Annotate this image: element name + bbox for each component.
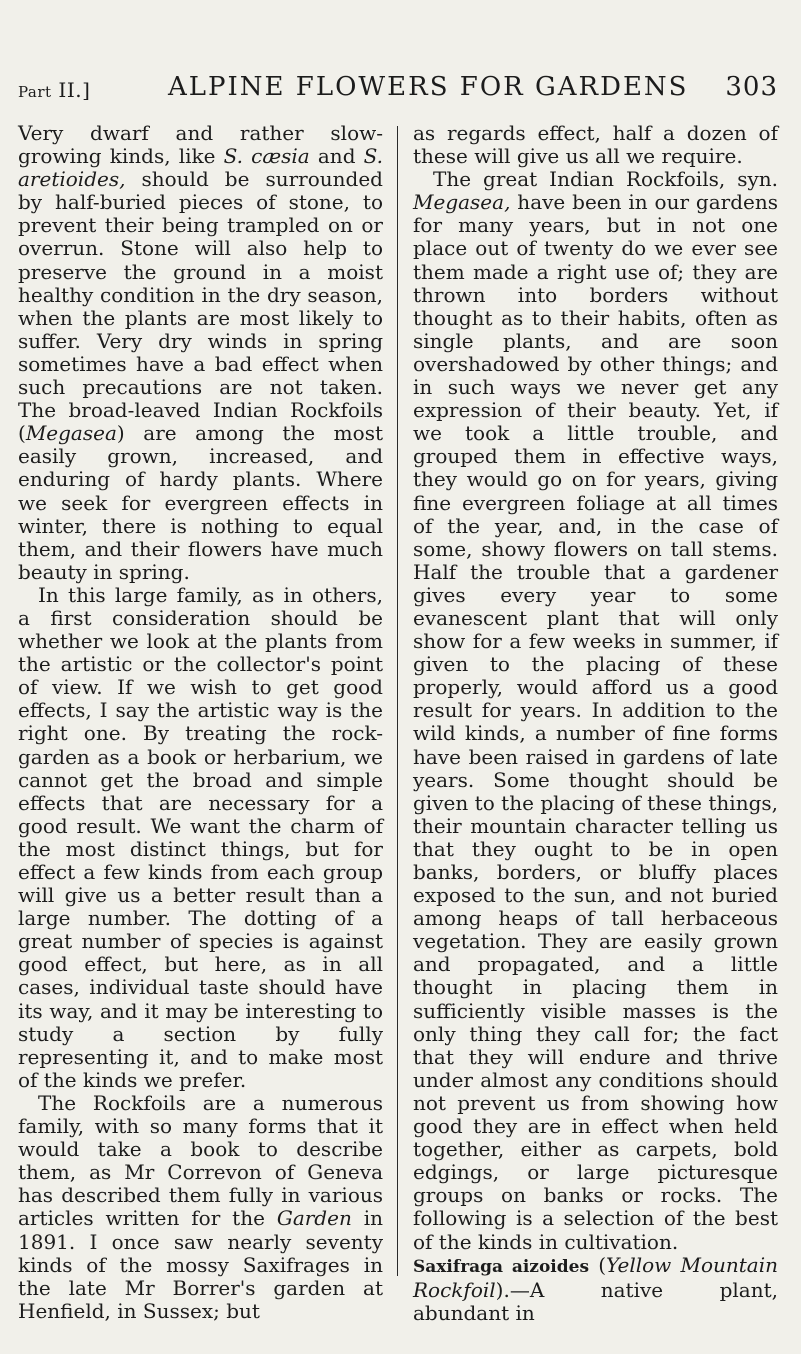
text-run: ) are among the most easily grown, increased, and enduring of hardy plants. Where we seek for evergreen effects in winter, there is nothing to equal them, and their flowers have much beauty in spring. (18, 421, 383, 584)
running-header (18, 70, 778, 110)
paragraph: In this large family, as in others, a first consideration should be whether we look at the plants from the artistic or the collector's point of view. If we wish to get good effects, I say the artistic way is the right one. By treating the rock-garden as a book or herbarium, we cannot get the broad and simple effects that are necessary for a good result. We want the charm of the most distinct things, but for effect a few kinds from each group will give us a better result than a large number. The dotting of a great number of species is against good effect, but here, as in all cases, individual taste should have its way, and it may be interesting to study a section by fully representing it, and to make most of the kinds we prefer. (18, 582, 383, 1092)
paragraph (18, 122, 383, 584)
running-title: ALPINE FLOWERS FOR GARDENS (168, 72, 689, 102)
part-label (18, 78, 90, 102)
part-number: II.] (58, 78, 91, 102)
italic-publication: Garden (276, 1206, 352, 1231)
italic-species: S. aretioides, (18, 144, 384, 192)
text-run: ).—A native plant, abundant in (413, 1277, 778, 1325)
paragraph (18, 1092, 383, 1323)
column-rule (397, 126, 398, 1276)
text-run: have been in our gardens for many years, but in not one place out of twenty do we ever see them made a right use of; they are thrown into borders without thought as to their habits, often as single plants, and are soon overshadowed by other things; and in such ways we never get any expression of their beauty. Yet, if we took a little trouble, and grouped them in effective ways, they would go on for years, giving fine evergreen foliage at all times of the year, and, in the case of some, showy flowers on tall stems. Half the trouble that a gardener gives every year to some evanescent plant that will only show for a few weeks in summer, if given to the placing of these properly, would afford us a good result for years. In addition to the wild kinds, a number of fine forms have been raised in gardens of late years. Some thought should be given to the placing of these things, their mountain character telling us that they ought to be in open banks, borders, or bluffy places exposed to the sun, and not buried among heaps of tall herbaceous vegetation. They are easily grown and propagated, and a little thought in placing them in sufficiently visible masses is the only thing they call for; the fact that they will endure and thrive under almost any conditions should not prevent us from showing how good they are in effect when held together, either as carpets, bold edgings, or large picturesque groups on banks or rocks. The following is a selection of the best of the kinds in cultivation. (413, 190, 778, 1254)
right-column (413, 122, 778, 1325)
italic-genus: Megasea (25, 421, 117, 446)
text-run: should be surrounded by half-buried pieces of stone, to prevent their being trampled on or overrun. Stone will also help to preserve the ground in a moist healthy condition in the dry season, when the plants are most likely to suffer. Very dry winds in spring sometimes have a bad effect when such precautions are not taken. The broad-leaved Indian Rockfoils ( (18, 167, 383, 446)
plant-entry (413, 1254, 778, 1325)
paragraph: as regards effect, half a dozen of these will give us all we require. (413, 121, 778, 169)
italic-species: S. cæsia (223, 144, 310, 169)
text-run: ( (589, 1252, 607, 1277)
text-run: Very dwarf and rather slow-growing kinds, like (18, 121, 383, 169)
italic-common-name: Yellow Mountain Rockfoil (413, 1252, 778, 1302)
left-column (18, 122, 383, 1323)
text-run: The great Indian Rockfoils, syn. (433, 167, 778, 192)
paragraph (413, 168, 778, 1253)
text-run: The Rockfoils are a numerous family, with so many forms that it would take a book to describe them, as Mr Correvon of Geneva has described them fully in various articles written for the (18, 1090, 383, 1231)
text-run: in 1891. I once saw nearly seventy kinds of the mossy Saxifrages in the late Mr Borrer's garden at Henfield, in Sussex; but (18, 1206, 384, 1323)
entry-heading: Saxifraga aizoides (413, 1256, 590, 1277)
page-number: 303 (725, 72, 778, 102)
text-run: and (309, 144, 364, 169)
part-word: Part (18, 83, 52, 101)
italic-genus: Megasea, (413, 190, 511, 215)
